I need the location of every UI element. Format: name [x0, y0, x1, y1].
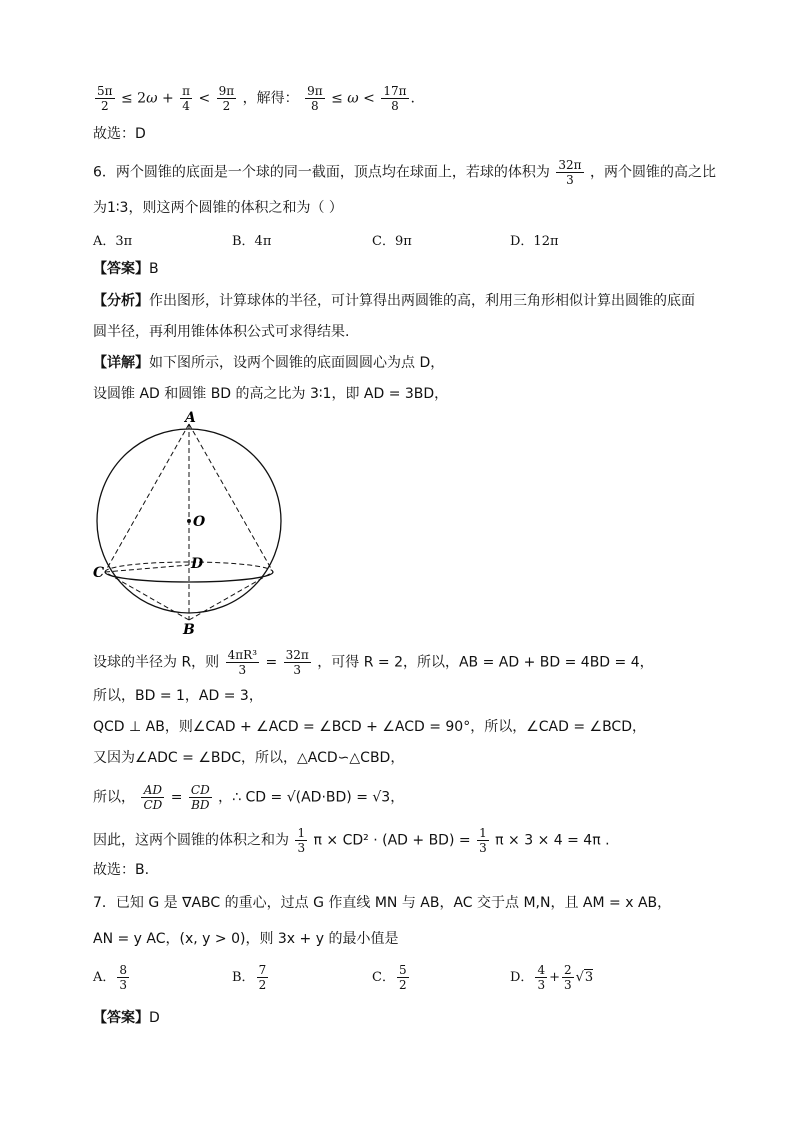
q6-stem-line2: 为1∶3，则这两个圆锥的体积之和为（ ）: [93, 200, 343, 216]
step6-b: π × CD² · (AD + BD) =: [313, 832, 471, 849]
q7-stem-line1: 7．已知 G 是 ∇ABC 的重心，过点 G 作直线 MN 与 AB，AC 交于点 M,N，且 AM = x AB，: [93, 895, 672, 911]
q7-stem-line2: AN = y AC，(x, y > 0)，则 3x + y 的最小值是: [93, 931, 399, 947]
solve-label: ，解得：: [242, 90, 299, 107]
q6-detail-line1: [93, 353, 444, 373]
q6-stem-line1: [93, 158, 716, 187]
center-o-dot: [187, 519, 191, 523]
q7-option-a: A． $\frac{8}{3}$: [93, 963, 128, 992]
q6-answer: B: [149, 261, 159, 277]
analysis-text-1: 作出图形，计算球体的半径，可计算得出两圆锥的高，利用三角形相似计算出圆锥的底面: [149, 293, 695, 309]
q6-step3: QCD ⊥ AB，则∠CAD + ∠ACD = ∠BCD + ∠ACD = 90°，所以，∠CAD = ∠BCD，: [93, 719, 646, 735]
q7-option-c: C． $\frac{5}{2}$: [372, 963, 407, 992]
line-a-right: [189, 424, 273, 572]
prev-inequality-line: $\frac{5\pi}{2}$ ≤ 2ω + $\frac{\pi}{4}$ < $\frac{9\pi}{2}$ ，解得： $\frac{9\pi}{8}$ ≤ ω < $\frac{17\pi}{8}$ .: [97, 84, 415, 113]
q6-option-b: B．4π: [232, 234, 272, 249]
label-b: B: [183, 622, 195, 638]
step5-a: 所以，: [93, 789, 135, 806]
sphere-volume-frac: $\frac{32\pi}{3}$: [558, 158, 582, 187]
line-b-right: [189, 572, 273, 620]
q6-stem-b: ，两个圆锥的高之比: [589, 164, 716, 181]
step6-c: π × 3 × 4 = 4π .: [495, 832, 610, 849]
q6-step4: 又因为∠ADC = ∠BDC，所以，△ACD∽△CBD，: [93, 750, 405, 766]
label-d: D: [191, 556, 204, 572]
q7-option-b: B． $\frac{7}{2}$: [232, 963, 267, 992]
line-bc: [105, 572, 189, 620]
prev-choose: 故选：D: [93, 126, 146, 142]
q6-analysis-line2: 圆半径，再利用锥体体积公式可求得结果.: [93, 324, 350, 340]
answer-tag-7: 【答案】: [93, 1010, 149, 1026]
q6-step5: 所以， $\frac{AD}{CD}$ = $\frac{CD}{BD}$ ，∴ CD = √(AD·BD) = √3，: [93, 783, 405, 812]
q6-step2: 所以，BD = 1，AD = 3，: [93, 688, 263, 704]
label-a: A: [185, 410, 196, 426]
q7-answer: D: [149, 1010, 160, 1026]
label-o: O: [193, 514, 206, 530]
frac-32pi-3: $\frac{32\pi}{3}$: [285, 648, 309, 677]
frac-4pi-r3-3: $\frac{\text{4πR³}}{3}$: [227, 648, 258, 677]
frac-9pi-8: $\frac{9\pi}{8}$: [307, 84, 323, 113]
radius-cd: [105, 565, 189, 572]
frac-pi-4: $\frac{\pi}{4}$: [182, 84, 191, 113]
frac-ad-cd: $\frac{AD}{CD}$: [143, 783, 163, 812]
label-c: C: [93, 565, 105, 581]
line-ac: [105, 424, 189, 572]
q6-detail-line2: 设圆锥 AD 和圆锥 BD 的高之比为 3∶1，即 AD = 3BD，: [93, 386, 449, 402]
detail-tag: 【详解】: [93, 355, 149, 371]
q6-stem-a: 6．两个圆锥的底面是一个球的同一截面，顶点均在球面上，若球的体积为: [93, 164, 550, 181]
q6-option-d: D．12π: [510, 234, 559, 249]
q6-choose: 故选：B.: [93, 862, 150, 878]
q6-analysis-line1: [93, 291, 695, 311]
analysis-tag: 【分析】: [93, 293, 149, 309]
q6-option-a: A．3π: [93, 234, 133, 249]
step1-a: 设球的半径为 R，则: [93, 654, 220, 671]
frac-1-3-b: $\frac{1}{3}$: [479, 826, 487, 855]
q7-answer-line: [93, 1008, 160, 1028]
detail-text-1: 如下图所示，设两个圆锥的底面圆圆心为点 D，: [149, 355, 445, 371]
sphere-cone-figure: [90, 410, 290, 638]
frac-cd-bd: $\frac{CD}{BD}$: [190, 783, 210, 812]
q6-step6: [93, 826, 610, 855]
q6-step1: 设球的半径为 R，则 $\frac{\text{4πR³}}{3}$ = $\frac{32\pi}{3}$ ，可得 R = 2，所以，AB = AD + BD = 4BD = 4，: [93, 648, 654, 677]
frac-5pi-2: $\frac{5\pi}{2}$: [97, 84, 113, 113]
step5-b: ，∴ CD = √(AD·BD) = √3，: [218, 789, 405, 806]
step6-a: 因此，这两个圆锥的体积之和为: [93, 832, 289, 849]
q7-option-d: D． $\frac{4}{3}$ + $\frac{2}{3}$ √3: [510, 963, 594, 992]
q6-option-c: C．9π: [372, 234, 412, 249]
q6-answer-line: [93, 259, 159, 279]
step1-b: ，可得 R = 2，所以，AB = AD + BD = 4BD = 4，: [317, 654, 654, 671]
frac-9pi-2: $\frac{9\pi}{2}$: [218, 84, 235, 113]
answer-tag: 【答案】: [93, 261, 149, 277]
frac-17pi-8: $\frac{17\pi}{8}$: [383, 84, 407, 113]
frac-1-3-a: $\frac{1}{3}$: [297, 826, 306, 855]
